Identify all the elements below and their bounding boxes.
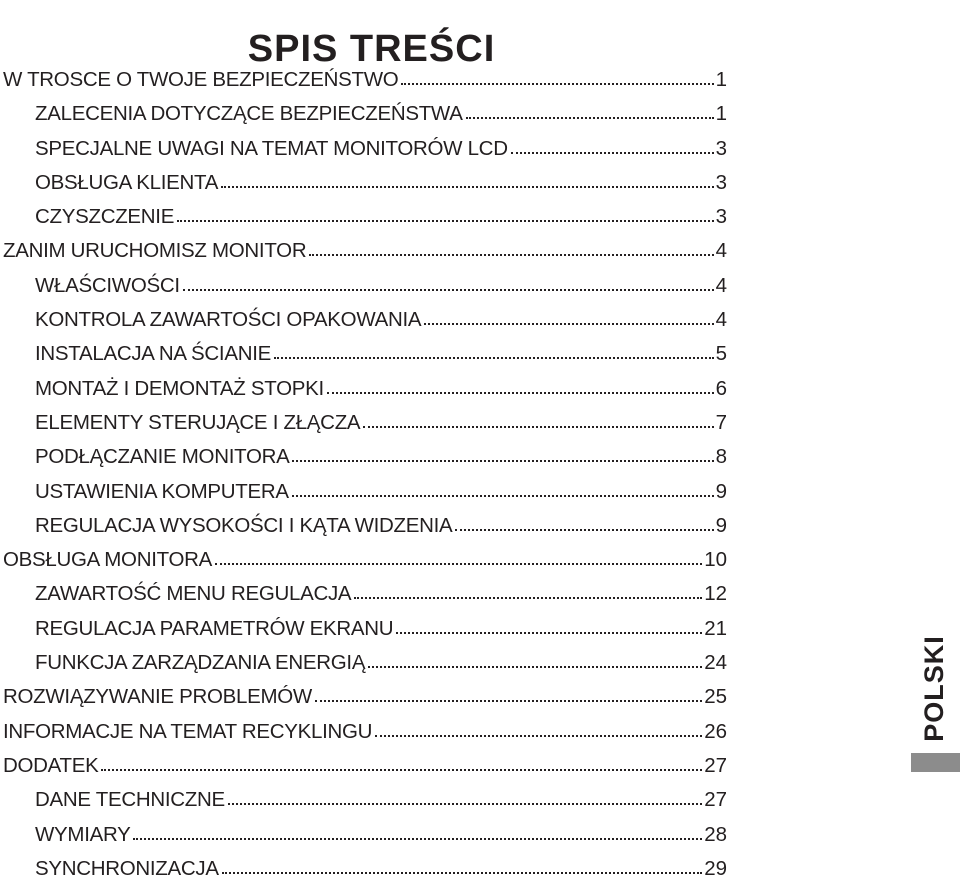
toc-entry-title: PODŁĄCZANIE MONITORA — [35, 445, 290, 469]
toc-entry-page: 10 — [704, 548, 727, 572]
toc-entry[interactable] — [0, 715, 728, 749]
table-of-contents — [0, 63, 728, 886]
dot-leader — [466, 117, 714, 119]
toc-entry[interactable] — [0, 166, 728, 200]
toc-entry-page: 3 — [715, 170, 727, 194]
toc-entry-page: 4 — [715, 308, 727, 332]
page-title: SPIS TREŚCI — [247, 28, 496, 71]
toc-entry[interactable] — [0, 646, 728, 680]
toc-entry-title: OBSŁUGA MONITORA — [3, 548, 212, 572]
dot-leader — [363, 426, 713, 428]
dot-leader — [228, 803, 702, 805]
toc-entry[interactable] — [0, 303, 728, 337]
dot-leader — [222, 872, 702, 874]
language-tab-label: POLSKI — [918, 634, 949, 742]
toc-entry-page: 9 — [715, 513, 727, 537]
toc-entry-page: 4 — [715, 239, 727, 263]
toc-entry-page: 28 — [704, 822, 727, 846]
toc-entry-title: USTAWIENIA KOMPUTERA — [35, 479, 289, 503]
dot-leader — [183, 289, 714, 291]
toc-entry-title: INFORMACJE NA TEMAT RECYKLINGU — [3, 719, 373, 743]
toc-entry-page: 9 — [715, 479, 727, 503]
toc-entry[interactable] — [0, 132, 728, 166]
toc-entry[interactable] — [0, 440, 728, 474]
dot-leader — [292, 495, 714, 497]
toc-entry[interactable] — [0, 852, 728, 886]
language-tab-label-box — [908, 632, 960, 744]
toc-entry-page: 21 — [704, 616, 727, 640]
toc-entry[interactable] — [0, 200, 728, 234]
toc-entry[interactable] — [0, 269, 728, 303]
dot-leader — [368, 666, 702, 668]
toc-entry-page: 26 — [704, 719, 727, 743]
toc-entry[interactable] — [0, 337, 728, 371]
toc-entry-title: OBSŁUGA KLIENTA — [35, 170, 219, 194]
dot-leader — [327, 392, 714, 394]
dot-leader — [274, 357, 714, 359]
dot-leader — [309, 254, 713, 256]
language-tab — [908, 632, 960, 772]
toc-entry[interactable] — [0, 372, 728, 406]
toc-entry-page: 4 — [715, 273, 727, 297]
toc-entry-title: INSTALACJA NA ŚCIANIE — [35, 342, 271, 366]
dot-leader — [177, 220, 714, 222]
toc-entry-title: FUNKCJA ZARZĄDZANIA ENERGIĄ — [35, 651, 366, 675]
dot-leader — [292, 460, 713, 462]
dot-leader — [101, 769, 702, 771]
toc-entry-page: 24 — [704, 651, 727, 675]
toc-entry-title: ZANIM URUCHOMISZ MONITOR — [3, 239, 307, 263]
toc-entry-title: MONTAŻ I DEMONTAŻ STOPKI — [35, 376, 324, 400]
dot-leader — [315, 700, 702, 702]
dot-leader — [401, 83, 713, 85]
toc-entry[interactable] — [0, 680, 728, 714]
toc-entry-page: 3 — [715, 136, 727, 160]
toc-entry-title: REGULACJA WYSOKOŚCI I KĄTA WIDZENIA — [35, 513, 453, 537]
toc-entry-page: 27 — [704, 788, 727, 812]
dot-leader — [511, 152, 714, 154]
toc-entry-page: 3 — [715, 205, 727, 229]
dot-leader — [354, 597, 702, 599]
toc-entry-page: 29 — [704, 856, 727, 880]
dot-leader — [133, 838, 702, 840]
toc-entry-title: SYNCHRONIZACJA — [35, 856, 219, 880]
toc-entry[interactable] — [0, 543, 728, 577]
toc-entry-title: ELEMENTY STERUJĄCE I ZŁĄCZA — [35, 410, 361, 434]
toc-entry[interactable] — [0, 475, 728, 509]
dot-leader — [215, 563, 702, 565]
toc-entry-title: ROZWIĄZYWANIE PROBLEMÓW — [3, 685, 312, 709]
toc-entry-title: ZALECENIA DOTYCZĄCE BEZPIECZEŃSTWA — [35, 102, 463, 126]
toc-entry-page: 25 — [704, 685, 727, 709]
toc-entry-page: 8 — [715, 445, 727, 469]
toc-entry-title: SPECJALNE UWAGI NA TEMAT MONITORÓW LCD — [35, 136, 508, 160]
toc-entry-title: KONTROLA ZAWARTOŚCI OPAKOWANIA — [35, 308, 422, 332]
toc-entry-title: W TROSCE O TWOJE BEZPIECZEŃSTWO — [3, 68, 399, 91]
toc-entry[interactable] — [0, 234, 728, 268]
toc-entry[interactable] — [0, 749, 728, 783]
toc-entry-page: 27 — [704, 753, 727, 777]
toc-entry-title: ZAWARTOŚĆ MENU REGULACJA — [35, 582, 352, 606]
toc-entry-page: 5 — [715, 342, 727, 366]
dot-leader — [424, 323, 713, 325]
dot-leader — [375, 735, 702, 737]
dot-leader — [455, 529, 713, 531]
toc-entry-page: 6 — [715, 376, 727, 400]
toc-entry-title: REGULACJA PARAMETRÓW EKRANU — [35, 616, 394, 640]
toc-entry[interactable] — [0, 612, 728, 646]
toc-entry[interactable] — [0, 818, 728, 852]
toc-entry[interactable] — [0, 783, 728, 817]
toc-entry-title: WŁAŚCIWOŚCI — [35, 273, 180, 297]
toc-entry-title: DANE TECHNICZNE — [35, 788, 225, 812]
toc-entry[interactable] — [0, 406, 728, 440]
toc-entry[interactable] — [0, 577, 728, 611]
toc-entry-page: 7 — [715, 410, 727, 434]
toc-entry[interactable] — [0, 63, 728, 97]
dot-leader — [221, 186, 713, 188]
toc-entry-title: CZYSZCZENIE — [35, 205, 175, 229]
toc-entry-title: WYMIARY — [35, 822, 131, 846]
toc-entry-title: DODATEK — [3, 753, 99, 777]
toc-entry[interactable] — [0, 97, 728, 131]
toc-entry-page: 1 — [715, 68, 727, 91]
toc-entry[interactable] — [0, 509, 728, 543]
toc-entry-page: 12 — [704, 582, 727, 606]
dot-leader — [396, 632, 702, 634]
language-tab-bar — [911, 753, 960, 772]
toc-entry-page: 1 — [715, 102, 727, 126]
